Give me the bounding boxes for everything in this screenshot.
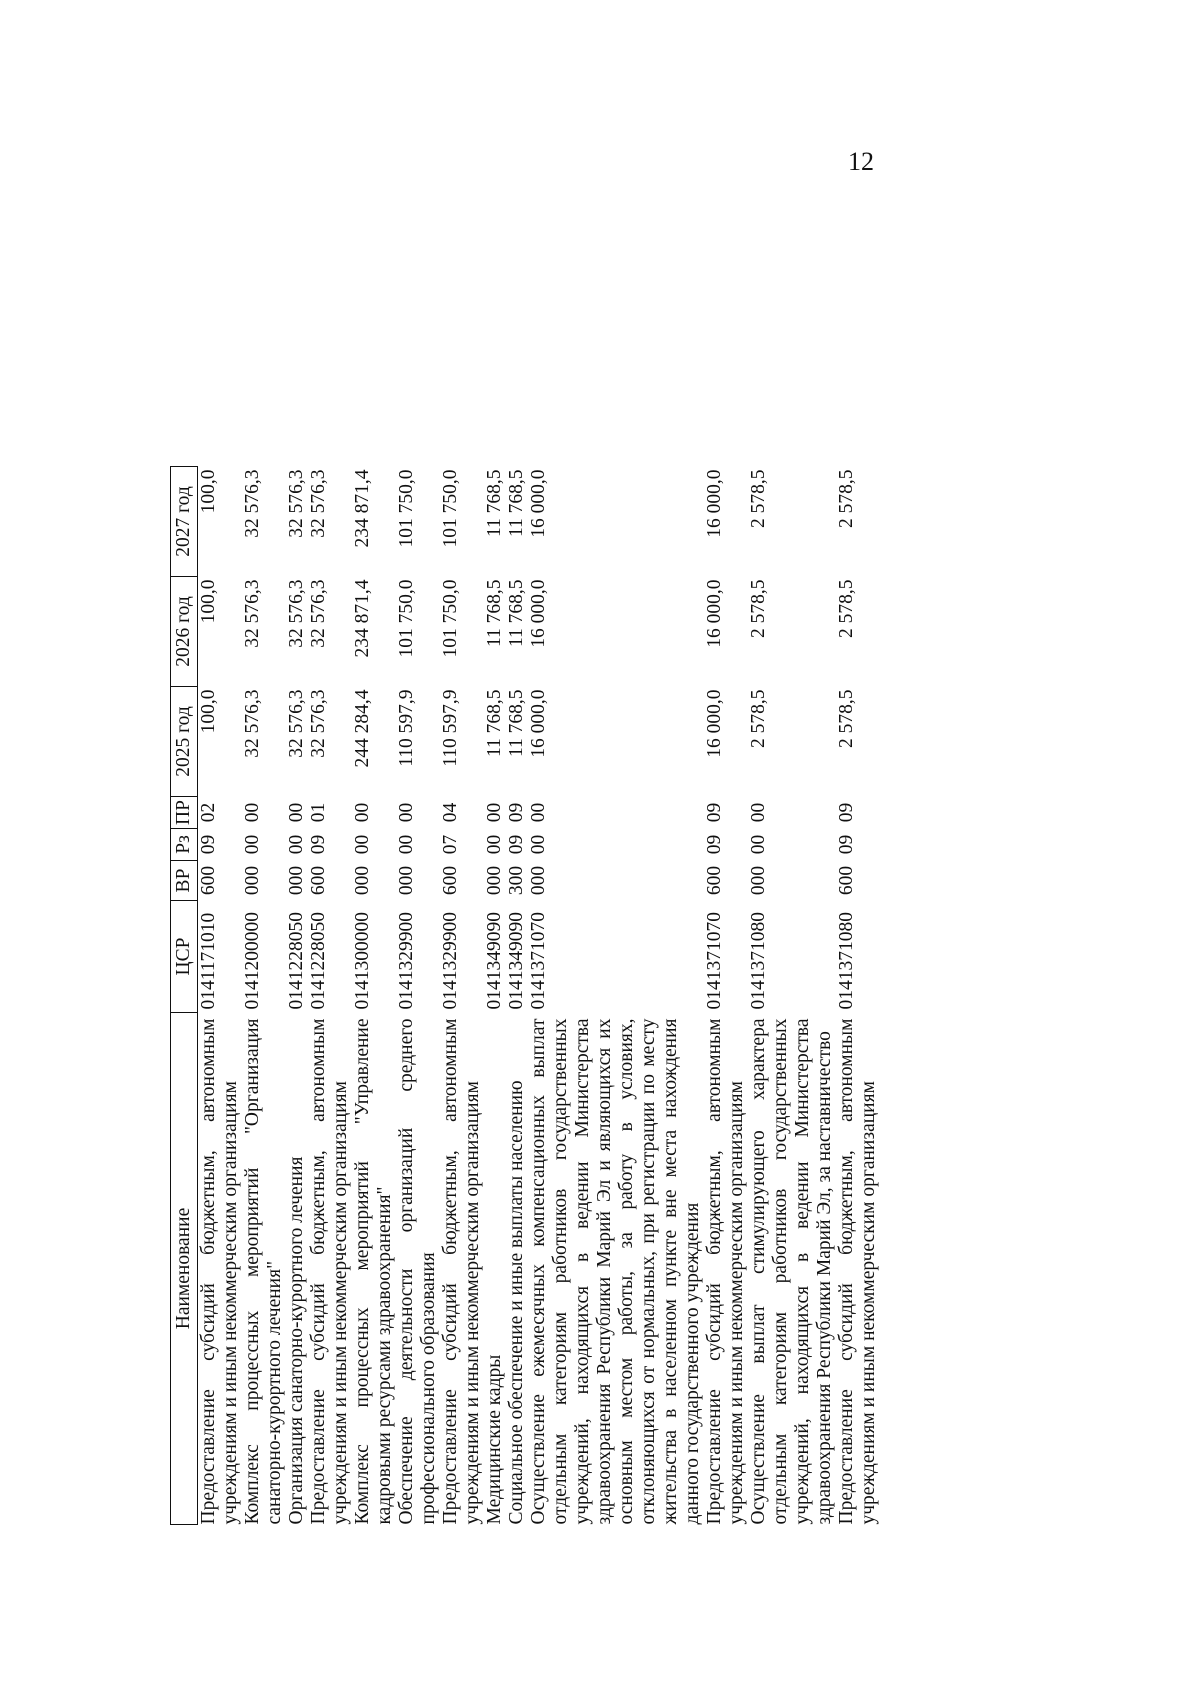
table-row	[528, 165, 704, 1525]
row-2026: 16 000,0	[704, 579, 725, 648]
table-row	[704, 165, 748, 1525]
row-2026: 11 768,5	[484, 579, 505, 648]
row-2026: 32 576,3	[286, 579, 307, 648]
row-2027: 101 750,0	[440, 469, 461, 548]
row-name: Предоставление субсидий бюджетным, автономным учреждениям и иным некоммерческим организациям	[704, 1018, 747, 1525]
row-pr: 09	[704, 802, 725, 823]
row-vr: 000	[242, 865, 263, 896]
row-rz: 09	[704, 834, 725, 855]
row-csr: 0141371080	[748, 912, 769, 1010]
row-2027: 11 768,5	[484, 469, 505, 538]
row-rz: 09	[308, 834, 329, 855]
table-row	[836, 165, 884, 1525]
table-row	[352, 165, 396, 1525]
row-2027: 101 750,0	[396, 469, 417, 548]
row-csr: 0141349090	[484, 912, 505, 1010]
table-row	[748, 165, 836, 1525]
table-body	[198, 165, 885, 1525]
table-row	[198, 165, 243, 1525]
table-row	[308, 165, 352, 1525]
row-name: Комплекс процессных мероприятий "Организация санаторно-курортного лечения"	[242, 1018, 285, 1525]
row-csr: 0141228050	[308, 912, 329, 1010]
budget-table	[170, 165, 884, 1525]
header-csr: ЦСР	[171, 901, 198, 1013]
row-vr: 000	[748, 865, 769, 896]
row-name: Предоставление субсидий бюджетным, автономным учреждениям и иным некоммерческим организациям	[308, 1018, 351, 1525]
row-name: Комплекс процессных мероприятий "Управление кадровыми ресурсами здравоохранения"	[352, 1018, 395, 1525]
header-vr: ВР	[171, 861, 198, 901]
row-vr: 000	[528, 865, 549, 896]
row-rz: 09	[506, 834, 527, 855]
row-rz: 07	[440, 834, 461, 855]
row-2026: 2 578,5	[748, 579, 769, 638]
row-pr: 00	[286, 802, 307, 823]
row-rz: 09	[836, 834, 857, 855]
row-pr: 01	[308, 802, 329, 823]
row-pr: 00	[528, 802, 549, 823]
row-2025: 16 000,0	[528, 689, 549, 758]
header-rz: Рз	[171, 829, 198, 861]
row-csr: 0141200000	[242, 912, 263, 1010]
row-2027: 2 578,5	[836, 469, 857, 528]
row-2027: 234 871,4	[352, 469, 373, 548]
row-csr: 0141329900	[396, 912, 417, 1010]
row-2026: 2 578,5	[836, 579, 857, 638]
row-2025: 32 576,3	[286, 689, 307, 758]
row-rz: 00	[484, 834, 505, 855]
row-2027: 16 000,0	[528, 469, 549, 538]
row-2027: 32 576,3	[242, 469, 263, 538]
table-row	[484, 165, 506, 1525]
row-2027: 2 578,5	[748, 469, 769, 528]
row-2026: 11 768,5	[506, 579, 527, 648]
row-vr: 600	[836, 865, 857, 896]
row-name: Осуществление ежемесячных компенсационных выплат отдельным категориям работников государственных учреждений, находящихся в ведении Министерства здравоохранения Республики Марий Эл и являющихся их основным местом работы, за работу в условиях, отклоняющихся от нормальных, при регистрации по месту жительства в населенном пункте вне места нахождения данного государственного учреждения	[528, 1018, 703, 1525]
row-name: Предоставление субсидий бюджетным, автономным учреждениям и иным некоммерческим организациям	[440, 1018, 483, 1525]
row-pr: 02	[198, 802, 219, 823]
row-2027: 100,0	[198, 469, 219, 514]
row-vr: 600	[704, 865, 725, 896]
row-rz: 00	[748, 834, 769, 855]
row-vr: 000	[352, 865, 373, 896]
header-pr: ПР	[171, 797, 198, 829]
row-2025: 11 768,5	[506, 689, 527, 758]
rotated-table-wrapper	[170, 165, 879, 1525]
row-vr: 000	[286, 865, 307, 896]
row-2026: 32 576,3	[242, 579, 263, 648]
row-name: Предоставление субсидий бюджетным, автономным учреждениям и иным некоммерческим организациям	[836, 1018, 879, 1525]
table-row	[396, 165, 440, 1525]
row-pr: 04	[440, 802, 461, 823]
table-row	[242, 165, 286, 1525]
row-2026: 234 871,4	[352, 579, 373, 658]
row-pr: 09	[506, 802, 527, 823]
header-2027: 2027 год	[171, 467, 198, 577]
row-2026: 100,0	[198, 579, 219, 624]
row-csr: 0141228050	[286, 912, 307, 1010]
row-2027: 32 576,3	[308, 469, 329, 538]
row-pr: 00	[484, 802, 505, 823]
row-csr: 0141371070	[704, 912, 725, 1010]
row-pr: 00	[748, 802, 769, 823]
row-name: Организация санаторно-курортного лечения	[286, 1156, 307, 1525]
row-2025: 244 284,4	[352, 689, 373, 768]
row-pr: 09	[836, 802, 857, 823]
row-vr: 600	[198, 865, 219, 896]
row-rz: 09	[198, 834, 219, 855]
row-name: Предоставление субсидий бюджетным, автономным учреждениям и иным некоммерческим организациям	[198, 1018, 241, 1525]
row-csr: 0141300000	[352, 912, 373, 1010]
row-csr: 0141371080	[836, 912, 857, 1010]
row-2026: 101 750,0	[396, 579, 417, 658]
row-csr: 0141349090	[506, 912, 527, 1010]
row-name: Осуществление выплат стимулирующего характера отдельным категориям работников государственных учреждений, находящихся в ведении Министерства здравоохранения Республики Марий Эл, за наставничество	[748, 1018, 835, 1525]
row-2027: 32 576,3	[286, 469, 307, 538]
row-pr: 00	[352, 802, 373, 823]
row-csr: 0141171010	[198, 912, 219, 1010]
row-2025: 16 000,0	[704, 689, 725, 758]
row-2027: 11 768,5	[506, 469, 527, 538]
row-vr: 600	[440, 865, 461, 896]
row-vr: 000	[484, 865, 505, 896]
row-csr: 0141329900	[440, 912, 461, 1010]
row-rz: 00	[396, 834, 417, 855]
page-number: 12	[848, 147, 874, 176]
row-2027: 16 000,0	[704, 469, 725, 538]
row-2025: 32 576,3	[242, 689, 263, 758]
row-2025: 110 597,9	[396, 689, 417, 767]
row-2025: 2 578,5	[748, 689, 769, 748]
header-row	[171, 165, 198, 1525]
row-pr: 00	[242, 802, 263, 823]
table-row	[506, 165, 528, 1525]
row-rz: 00	[528, 834, 549, 855]
row-2025: 11 768,5	[484, 689, 505, 758]
row-name: Медицинские кадры	[484, 1354, 505, 1525]
row-csr: 0141371070	[528, 912, 549, 1010]
row-rz: 00	[242, 834, 263, 855]
row-rz: 00	[286, 834, 307, 855]
header-2026: 2026 год	[171, 577, 198, 687]
row-2025: 2 578,5	[836, 689, 857, 748]
header-2025: 2025 год	[171, 687, 198, 797]
table-row	[286, 165, 308, 1525]
row-name: Обеспечение деятельности организаций среднего профессионального образования	[396, 1018, 439, 1525]
header-name: Наименование	[171, 1013, 198, 1525]
row-vr: 000	[396, 865, 417, 896]
row-2026: 16 000,0	[528, 579, 549, 648]
row-vr: 600	[308, 865, 329, 896]
row-vr: 300	[506, 865, 527, 896]
row-2025: 32 576,3	[308, 689, 329, 758]
row-2026: 101 750,0	[440, 579, 461, 658]
row-rz: 00	[352, 834, 373, 855]
table-row	[440, 165, 484, 1525]
row-2025: 110 597,9	[440, 689, 461, 767]
row-2026: 32 576,3	[308, 579, 329, 648]
row-pr: 00	[396, 802, 417, 823]
row-2025: 100,0	[198, 689, 219, 734]
row-name: Социальное обеспечение и иные выплаты населению	[506, 1080, 527, 1525]
